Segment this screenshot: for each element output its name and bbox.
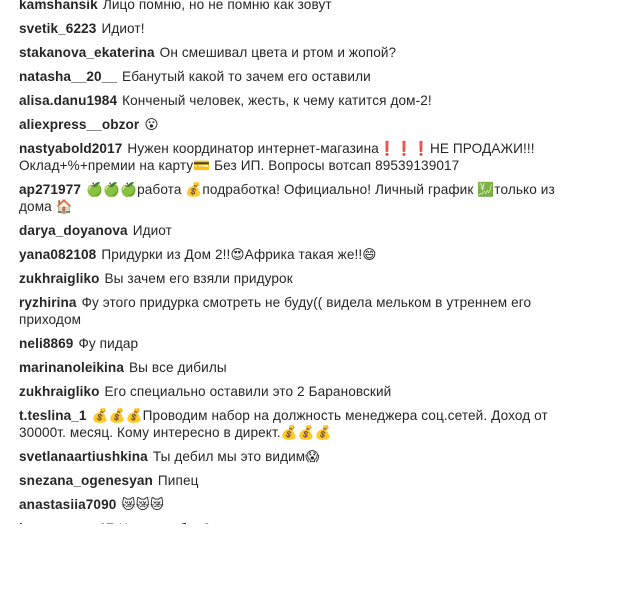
comment-username[interactable]: yana082108	[19, 247, 97, 262]
comment-username[interactable]: nastyabold2017	[19, 141, 123, 156]
comment-username[interactable]: ryzhirina	[19, 295, 77, 310]
comment-item	[19, 470, 559, 494]
comment-item	[19, 244, 559, 268]
comment-text: 😿😿😿	[121, 497, 165, 512]
comment-username[interactable]: natasha__20__	[19, 69, 118, 84]
comment-username[interactable]: ap271977	[19, 182, 82, 197]
comment-item	[19, 66, 559, 90]
comment-item	[19, 405, 559, 446]
comment-text: Фу этого придурка смотреть не буду(( видела мельком в утреннем его приходом	[19, 295, 532, 327]
comment-text: Ты дебил мы это видим😱	[152, 449, 320, 464]
comment-item	[19, 446, 559, 470]
comment-item	[19, 18, 559, 42]
comment-item	[19, 90, 559, 114]
comment-username[interactable]: darya_doyanova	[19, 223, 128, 238]
comment-text: Фу пидар	[78, 336, 139, 351]
comment-list	[19, 0, 559, 566]
comment-username[interactable]: marinanoleikina	[19, 360, 124, 375]
comment-username[interactable]: alisa.danu1984	[19, 93, 118, 108]
comment-text: Его специально оставили это 2 Барановский	[104, 384, 392, 399]
blank-area	[0, 524, 620, 605]
comment-item	[19, 357, 559, 381]
comment-username[interactable]: svetik_6223	[19, 21, 97, 36]
comment-text: Он смешивал цвета и ртом и жопой?	[159, 45, 397, 60]
comment-text: Вы зачем его взяли придурок	[104, 271, 293, 286]
comment-username[interactable]: snezana_ogenesyan	[19, 473, 153, 488]
comment-item	[19, 381, 559, 405]
comment-item	[19, 292, 559, 333]
comment-item	[19, 494, 559, 518]
comment-text: Конченый человек, жесть, к чему катится дом-2!	[122, 93, 432, 108]
comment-item	[19, 333, 559, 357]
comment-text: Идиот!	[101, 21, 145, 36]
comment-item	[19, 42, 559, 66]
comment-username[interactable]: kamshansik	[19, 0, 98, 12]
comment-item	[19, 0, 559, 18]
comment-text: Нужен координатор интернет-магазина❗❗❗НЕ ПРОДАЖИ!!! Оклад+%+премии на карту💳 Без ИП. Вопросы вотсап 89539139017	[19, 141, 535, 173]
comment-text: Ебанутый какой то зачем его оставили	[122, 69, 371, 84]
comment-item	[19, 138, 559, 179]
comment-item	[19, 179, 559, 220]
comment-username[interactable]: anastasiia7090	[19, 497, 117, 512]
comment-item	[19, 220, 559, 244]
comment-text: 😮	[144, 117, 159, 132]
comment-text: Идиот	[132, 223, 172, 238]
comment-item	[19, 268, 559, 292]
comment-username[interactable]: neli8869	[19, 336, 74, 351]
comment-username[interactable]: zukhraigliko	[19, 271, 100, 286]
comment-username[interactable]: zukhraigliko	[19, 384, 100, 399]
comment-text: 💰💰💰Проводим набор на должность менеджера соц.сетей. Доход от 30000т. месяц. Кому интересно в директ.💰💰💰	[19, 408, 548, 440]
comment-text: Лицо помню, но не помню как зовут	[102, 0, 332, 12]
comment-text: 🍏🍏🍏работа 💰подработка! Официально! Личный график 💹только из дома 🏠	[19, 182, 555, 214]
comment-username[interactable]: aliexpress__obzor	[19, 117, 140, 132]
comment-username[interactable]: t.teslina_1	[19, 408, 87, 423]
comment-text: Придурки из Дом 2!!😍Африка такая же!!😄	[101, 247, 377, 262]
comment-username[interactable]: svetlanaartiushkina	[19, 449, 148, 464]
comment-text: Пипец	[157, 473, 199, 488]
comment-text: Вы все дибилы	[129, 360, 227, 375]
comment-username[interactable]: stakanova_ekaterina	[19, 45, 155, 60]
comment-item	[19, 114, 559, 138]
